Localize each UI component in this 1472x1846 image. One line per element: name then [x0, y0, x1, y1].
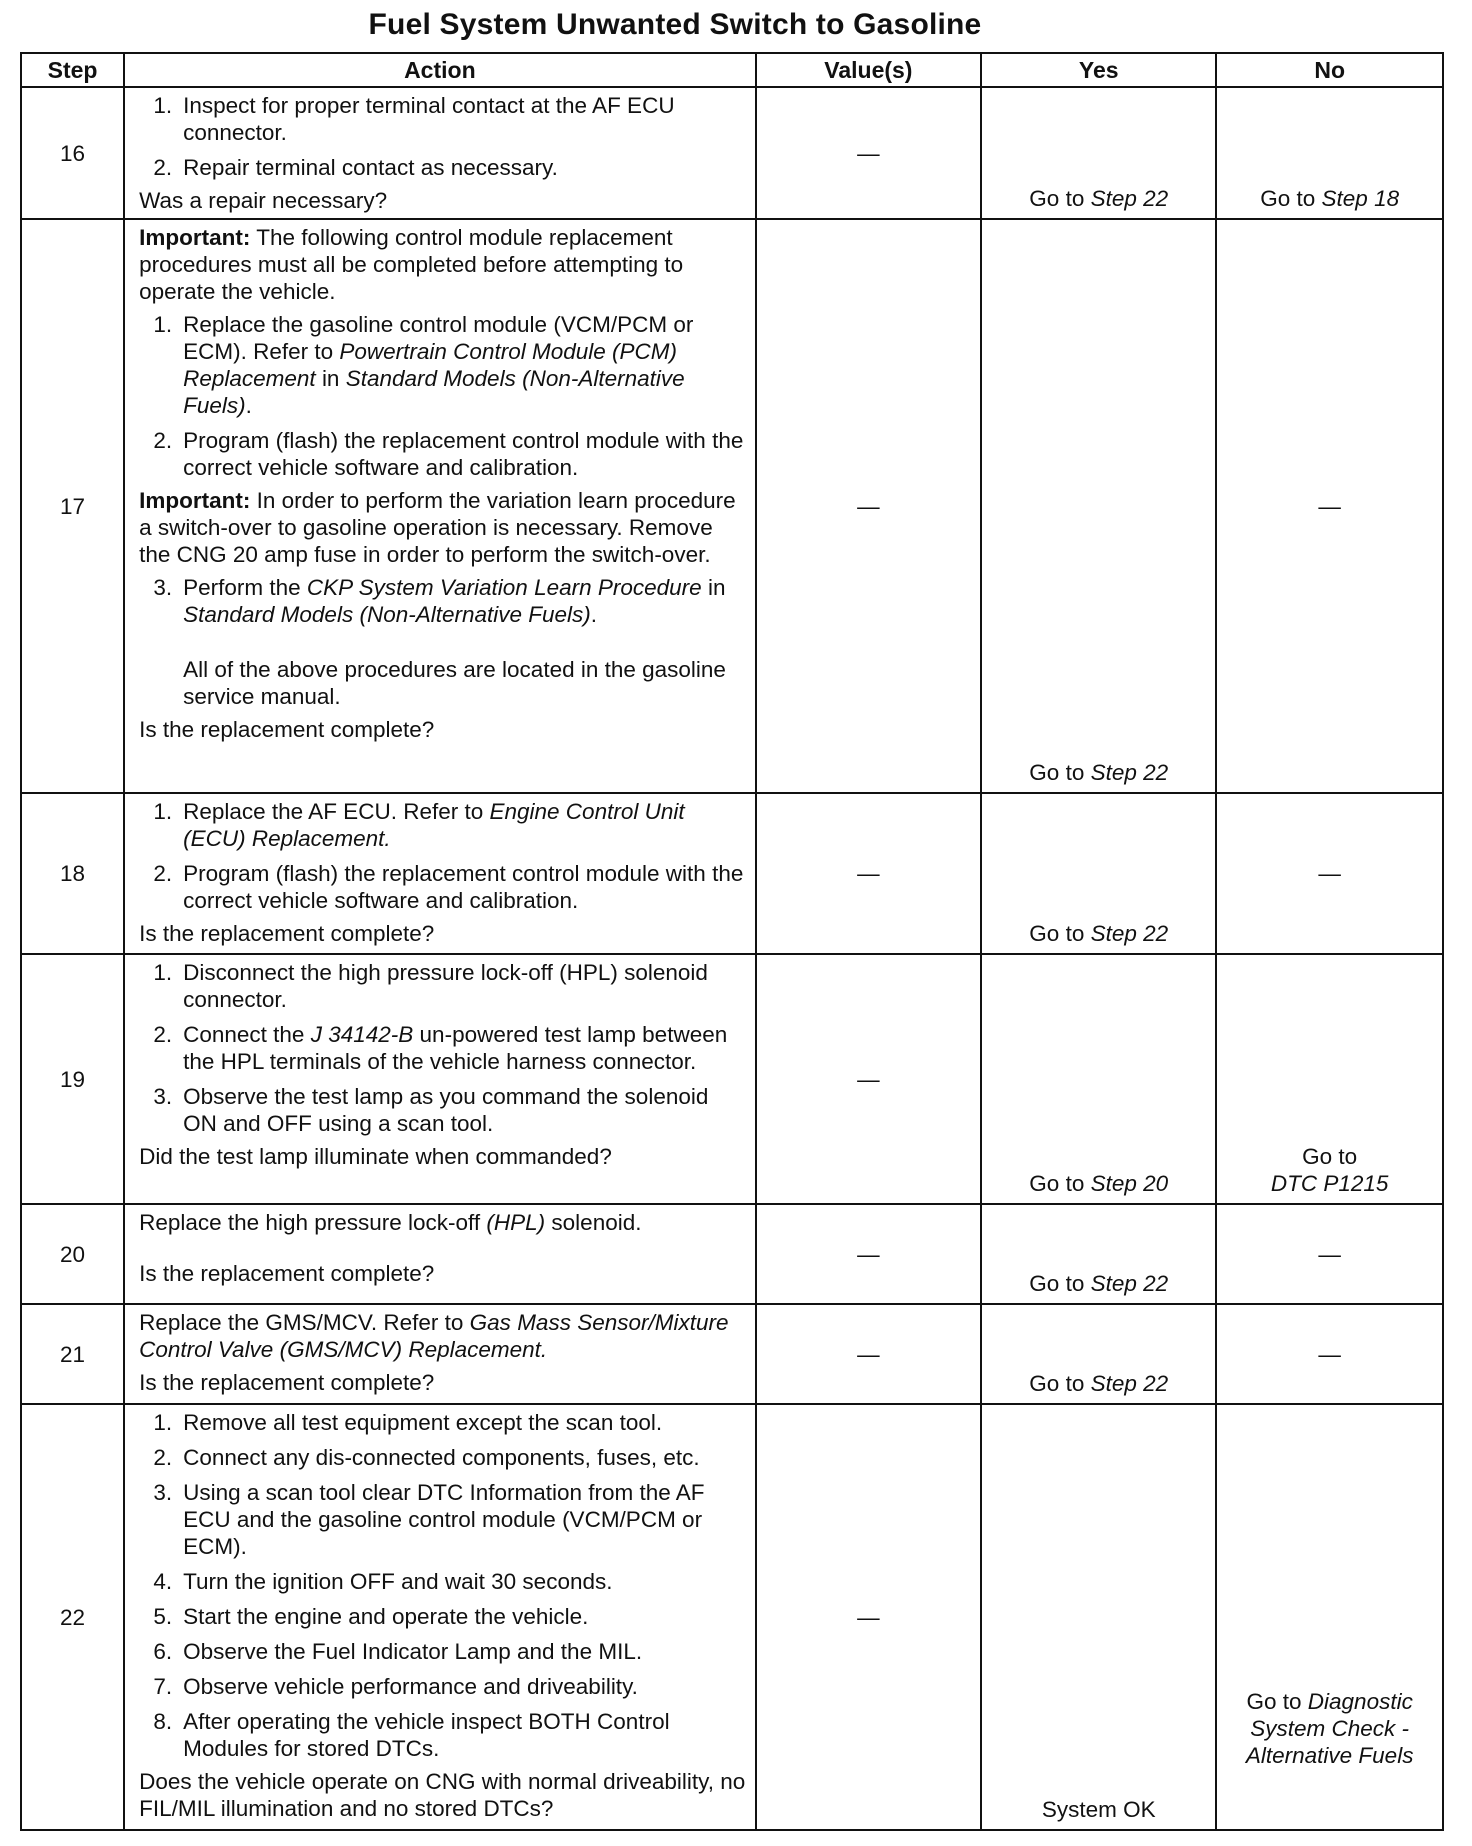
- dash-value: —: [857, 1604, 880, 1630]
- list-item: 5. Start the engine and operate the vehicle.: [153, 1604, 589, 1629]
- dash-value: —: [857, 493, 880, 519]
- list-item: 3. Perform the CKP System Variation Learn Procedure in Standard Models (Non-Alternative Fuels).: [153, 575, 726, 627]
- action-text: Replace the GMS/MCV. Refer to Gas Mass Sensor/Mixture Control Valve (GMS/MCV) Replacement.: [139, 1310, 729, 1362]
- step-number: 19: [21, 954, 124, 1204]
- question: Is the replacement complete?: [139, 1261, 435, 1286]
- table-row-step-19: [21, 954, 1443, 1204]
- action-cell: [124, 1304, 756, 1404]
- list-item: 3. Observe the test lamp as you command the solenoid ON and OFF using a scan tool.: [153, 1084, 709, 1136]
- no-cell: Go to Step 18: [1216, 87, 1443, 219]
- table-row-step-17: [21, 219, 1443, 793]
- dash-value: —: [1318, 1241, 1341, 1267]
- header-yes: Yes: [981, 53, 1216, 87]
- value-cell: [756, 954, 982, 1204]
- yes-cell: Go to Step 22: [981, 1304, 1216, 1404]
- dash-value: —: [857, 1241, 880, 1267]
- no-cell: [1216, 219, 1443, 793]
- value-cell: [756, 87, 982, 219]
- dash-value: —: [857, 1066, 880, 1092]
- list-item: 4. Turn the ignition OFF and wait 30 seconds.: [153, 1569, 613, 1594]
- yes-cell: Go to Step 20: [981, 954, 1216, 1204]
- action-cell: [124, 954, 756, 1204]
- action-list: [139, 798, 747, 914]
- yes-cell: Go to Step 22: [981, 219, 1216, 793]
- value-cell: [756, 219, 982, 793]
- list-item: 1. Replace the AF ECU. Refer to Engine Control Unit (ECU) Replacement.: [153, 799, 685, 851]
- diagnostic-table: [20, 52, 1444, 1831]
- yes-cell: Go to Step 22: [981, 87, 1216, 219]
- list-item: 1. Inspect for proper terminal contact at the AF ECU connector.: [153, 93, 675, 145]
- value-cell: [756, 1204, 982, 1304]
- dash-value: —: [1318, 493, 1341, 519]
- yes-step-ref: Step 22: [1090, 760, 1169, 785]
- dash-value: —: [857, 140, 880, 166]
- action-cell: [124, 87, 756, 219]
- action-list: [139, 92, 747, 181]
- no-cell: [1216, 1304, 1443, 1404]
- header-step: Step: [21, 53, 124, 87]
- no-procedure-ref: Diagnostic System Check - Alternative Fuels: [1245, 1689, 1414, 1768]
- list-item: 6. Observe the Fuel Indicator Lamp and the MIL.: [153, 1639, 643, 1664]
- list-item: 1. Replace the gasoline control module (VCM/PCM or ECM). Refer to Powertrain Control Module (PCM) Replacement in Standard Models (Non-Alternative Fuels).: [153, 312, 694, 418]
- step-number: 21: [21, 1304, 124, 1404]
- question: Was a repair necessary?: [139, 188, 388, 213]
- yes-step-ref: Step 22: [1090, 1371, 1169, 1396]
- yes-cell: Go to Step 22: [981, 793, 1216, 954]
- action-list: [139, 1409, 747, 1762]
- action-text: Replace the high pressure lock-off (HPL) solenoid.: [139, 1210, 642, 1235]
- step-number: 18: [21, 793, 124, 954]
- action-cell: [124, 793, 756, 954]
- value-cell: [756, 1404, 982, 1830]
- yes-cell: Go to Step 22: [981, 1204, 1216, 1304]
- no-step-ref: Step 18: [1321, 186, 1400, 211]
- list-item: 3. Using a scan tool clear DTC Information from the AF ECU and the gasoline control module (VCM/PCM or ECM).: [153, 1480, 705, 1559]
- table-row-step-22: [21, 1404, 1443, 1830]
- list-item: 2. Program (flash) the replacement control module with the correct vehicle software and calibration.: [153, 861, 744, 913]
- step-number: 16: [21, 87, 124, 219]
- yes-step-ref: Step 20: [1090, 1171, 1169, 1196]
- yes-step-ref: Step 22: [1090, 1271, 1169, 1296]
- list-item: 2. Repair terminal contact as necessary.: [153, 155, 558, 180]
- dash-value: —: [857, 1341, 880, 1367]
- dash-value: —: [1318, 1341, 1341, 1367]
- step-number: 17: [21, 219, 124, 793]
- question: Is the replacement complete?: [139, 717, 435, 742]
- action-cell: [124, 1404, 756, 1830]
- value-cell: [756, 1304, 982, 1404]
- no-dtc-ref: DTC P1215: [1270, 1171, 1389, 1196]
- action-list: [139, 574, 747, 628]
- dash-value: —: [857, 861, 880, 886]
- header-values: Value(s): [756, 53, 982, 87]
- table-row-step-21: [21, 1304, 1443, 1404]
- action-list: [139, 311, 747, 481]
- yes-cell: [981, 1404, 1216, 1830]
- note-text: All of the above procedures are located in the gasoline service manual.: [183, 657, 726, 709]
- list-item: 2. Program (flash) the replacement control module with the correct vehicle software and calibration.: [153, 428, 744, 480]
- action-cell: [124, 219, 756, 793]
- table-row-step-16: [21, 87, 1443, 219]
- list-item: 1. Disconnect the high pressure lock-off (HPL) solenoid connector.: [153, 960, 708, 1012]
- header-action: Action: [124, 53, 756, 87]
- table-row-step-20: [21, 1204, 1443, 1304]
- list-item: 2. Connect any dis-connected components, fuses, etc.: [153, 1445, 700, 1470]
- yes-step-ref: Step 22: [1090, 186, 1169, 211]
- list-item: 7. Observe vehicle performance and driveability.: [153, 1674, 638, 1699]
- header-no: No: [1216, 53, 1443, 87]
- important-note: Important: In order to perform the variation learn procedure a switch-over to gasoline operation is necessary. Remove the CNG 20 amp fuse in order to perform the switch-over.: [139, 488, 736, 567]
- question: Did the test lamp illuminate when commanded?: [139, 1144, 612, 1169]
- yes-step-ref: Step 22: [1090, 921, 1169, 946]
- step-number: 22: [21, 1404, 124, 1830]
- table-row-step-18: [21, 793, 1443, 954]
- list-item: 8. After operating the vehicle inspect BOTH Control Modules for stored DTCs.: [153, 1709, 670, 1761]
- step-number: 20: [21, 1204, 124, 1304]
- header-row: [21, 53, 1443, 87]
- no-cell: Go to Diagnostic System Check - Alternative Fuels: [1216, 1404, 1443, 1830]
- question: Is the replacement complete?: [139, 1370, 435, 1395]
- question: Is the replacement complete?: [139, 921, 435, 946]
- no-cell: Go to DTC P1215: [1216, 954, 1443, 1204]
- value-cell: [756, 793, 982, 954]
- no-cell: [1216, 793, 1443, 954]
- page-title: Fuel System Unwanted Switch to Gasoline: [368, 8, 982, 41]
- system-ok-text: System OK: [1041, 1797, 1156, 1822]
- list-item: 2. Connect the J 34142-B un-powered test lamp between the HPL terminals of the vehicle harness connector.: [153, 1022, 728, 1074]
- action-cell: [124, 1204, 756, 1304]
- important-note: Important: The following control module replacement procedures must all be completed before attempting to operate the vehicle.: [139, 225, 684, 304]
- list-item: 1. Remove all test equipment except the scan tool.: [153, 1410, 663, 1435]
- action-list: [139, 959, 747, 1137]
- dash-value: —: [1318, 861, 1341, 886]
- no-cell: [1216, 1204, 1443, 1304]
- question: Does the vehicle operate on CNG with normal driveability, no FIL/MIL illumination and no stored DTCs?: [139, 1769, 746, 1821]
